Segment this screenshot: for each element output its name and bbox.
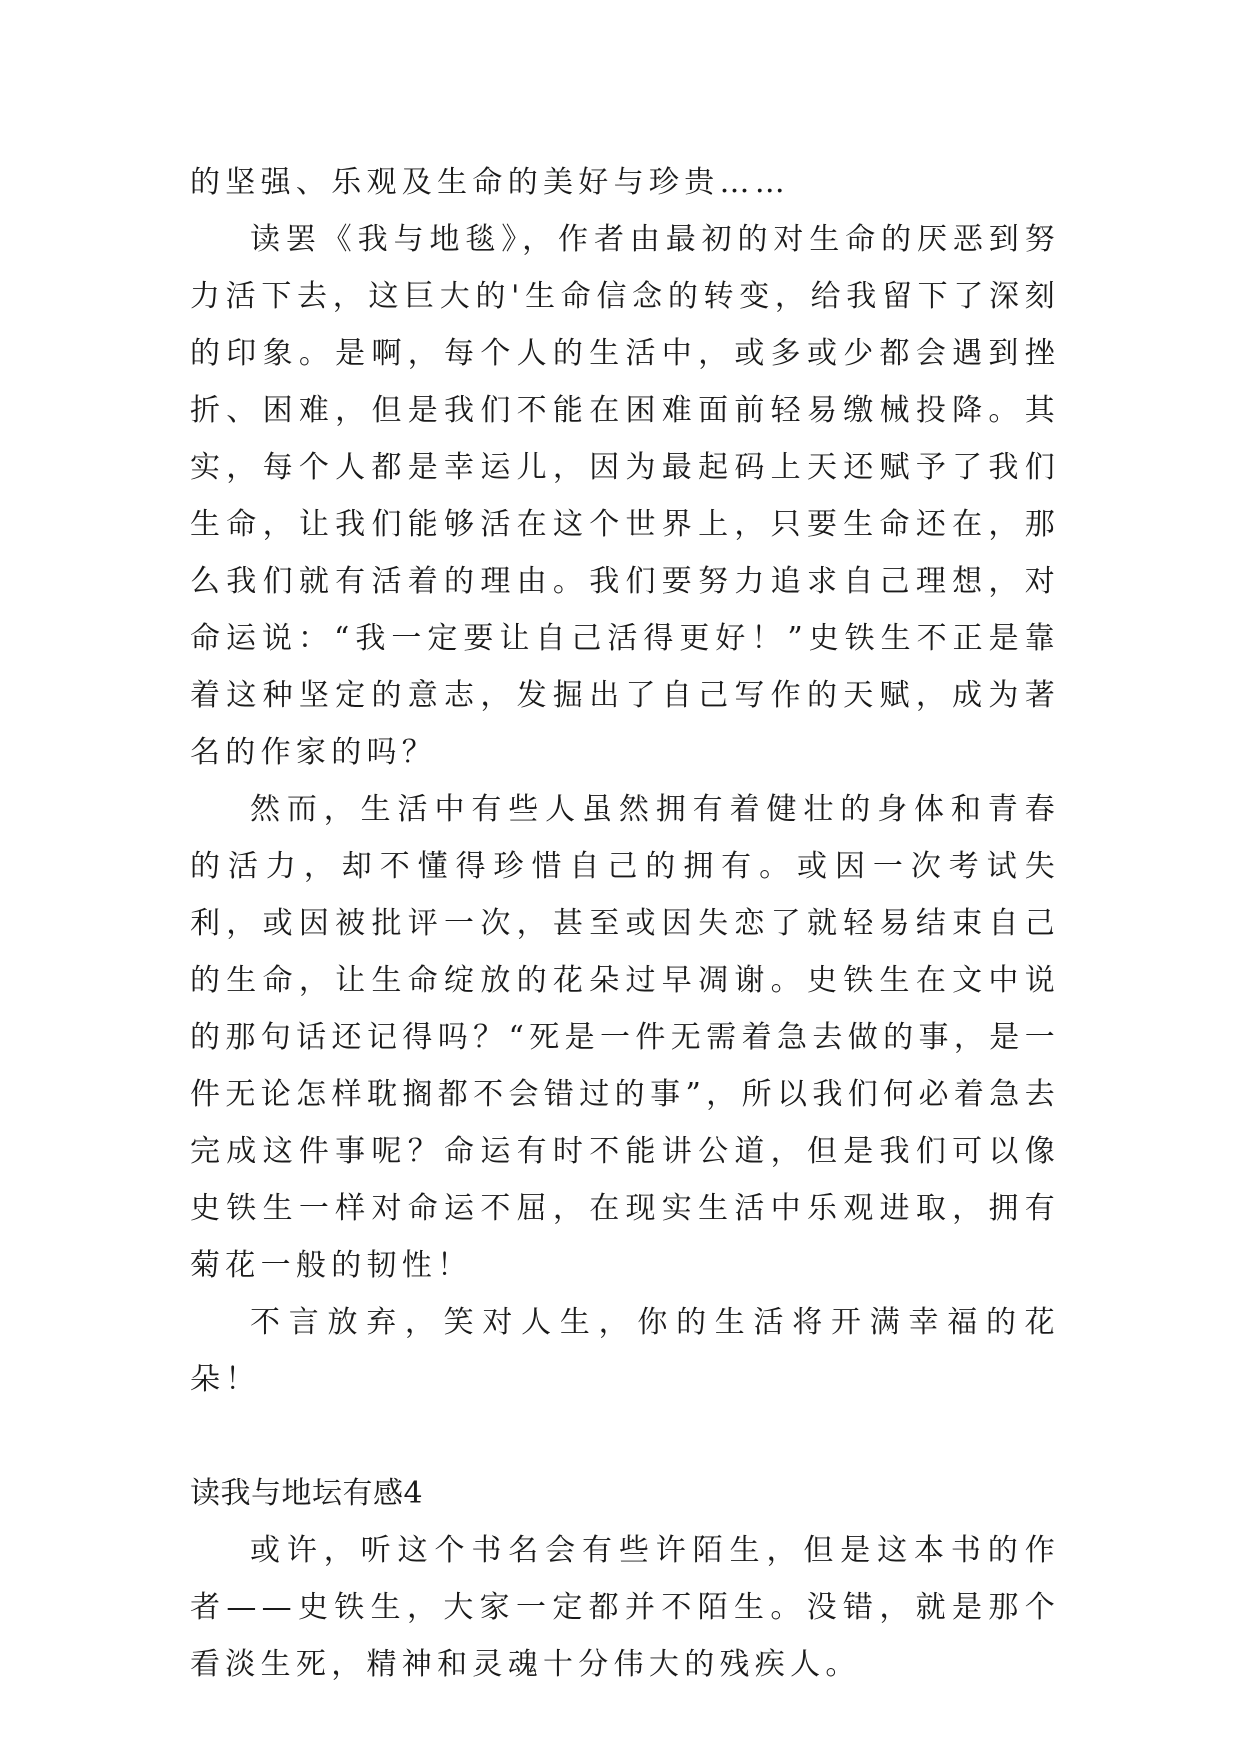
paragraph: 或许，听这个书名会有些许陌生，但是这本书的作者——史铁生，大家一定都并不陌生。没错，就是那个看淡生死，精神和灵魂十分伟大的残疾人。 bbox=[190, 1533, 1060, 1682]
paragraph-continued: 的坚强、乐观及生命的美好与珍贵…… bbox=[190, 165, 791, 200]
paragraph: 读罢《我与地毯》，作者由最初的对生命的厌恶到努力活下去，这巨大的'生命信念的转变，给我留下了深刻的印象。是啊，每个人的生活中，或多或少都会遇到挫折、困难，但是我们不能在困难面前轻易缴械投降。其实，每个人都是幸运儿，因为最起码上天还赋予了我们生命，让我们能够活在这个世界上，只要生命还在，那么我们就有活着的理由。我们要努力追求自己理想，对命运说：“我一定要让自己活得更好！”史铁生不正是靠着这种坚定的意志，发掘出了自己写作的天赋，成为著名的作家的吗？ bbox=[190, 222, 1060, 770]
section-title: 读我与地坛有感4 bbox=[190, 1476, 424, 1511]
document-body bbox=[190, 154, 1060, 1693]
paragraph: 然而，生活中有些人虽然拥有着健壮的身体和青春的活力，却不懂得珍惜自己的拥有。或因一次考试失利，或因被批评一次，甚至或因失恋了就轻易结束自己的生命，让生命绽放的花朵过早凋谢。史铁生在文中说的那句话还记得吗？“死是一件无需着急去做的事，是一件无论怎样耽搁都不会错过的事”，所以我们何必着急去完成这件事呢？命运有时不能讲公道，但是我们可以像史铁生一样对命运不屈，在现实生活中乐观进取，拥有菊花一般的韧性！ bbox=[190, 792, 1060, 1283]
paragraph: 不言放弃，笑对人生，你的生活将开满幸福的花朵！ bbox=[190, 1305, 1060, 1397]
